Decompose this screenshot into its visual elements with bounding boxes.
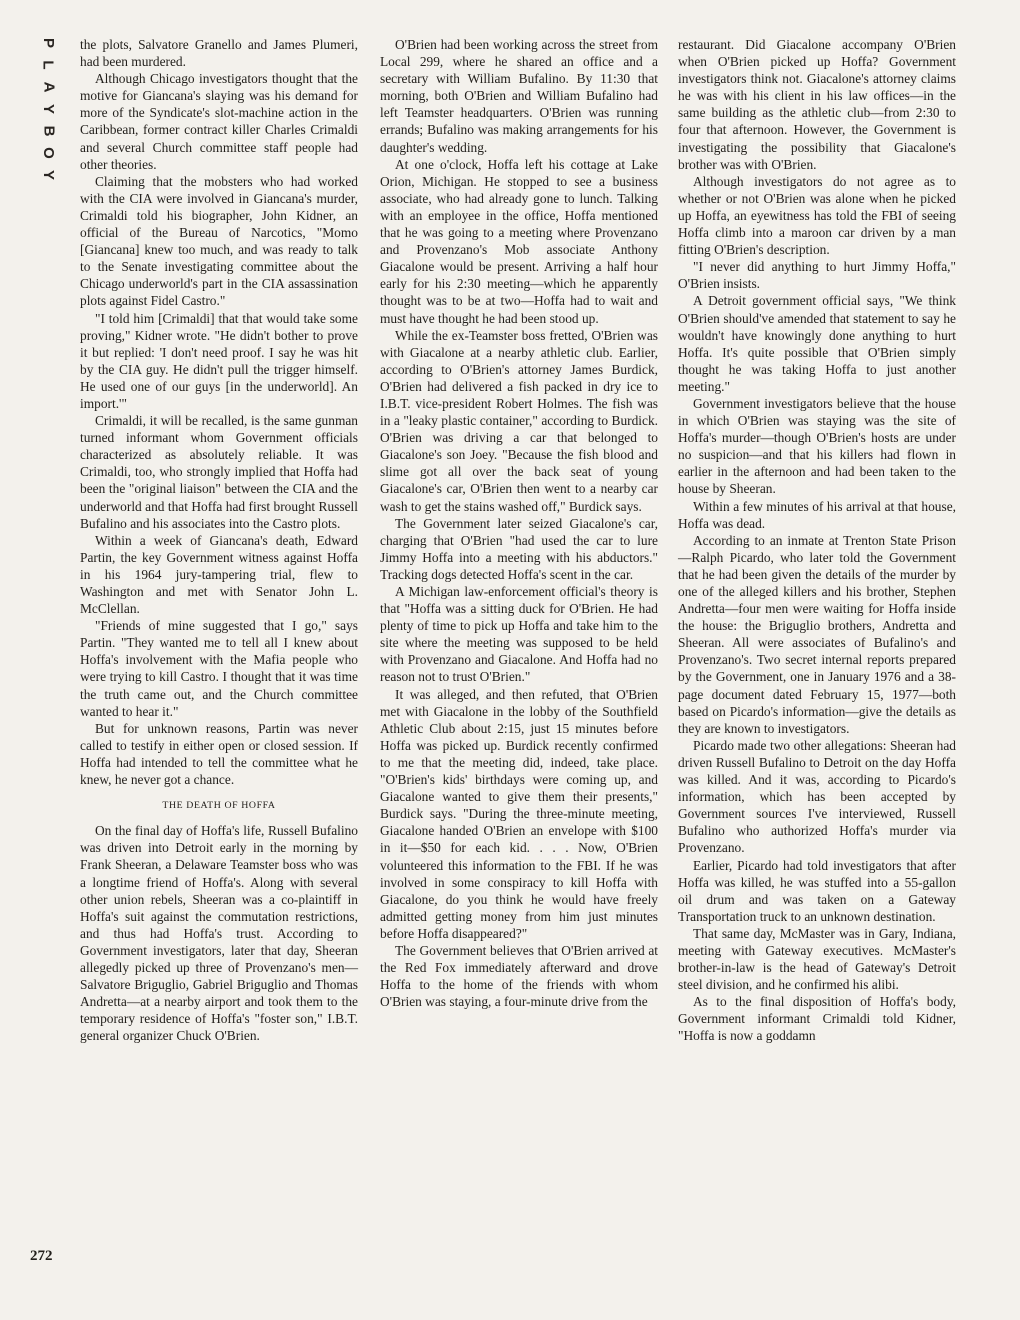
- paragraph: A Detroit government official says, "We think O'Brien should've amended that statement to say he wouldn't have knowingly done anything to hurt Hoffa. It's quite possible that O'Brien simply thought he was taking Hoffa to just another meeting.": [678, 293, 956, 394]
- magazine-name-letter: B: [40, 125, 57, 137]
- magazine-name-letter: O: [39, 147, 57, 159]
- paragraph: Government investigators believe that the house in which O'Brien was staying was the site of Hoffa's murder—though O'Brien's hosts are under no suspicion—and that his killers had flown in earlier in the afternoon and had been taken to the house by Sheeran.: [678, 395, 956, 497]
- text-column-2: [380, 36, 658, 1010]
- magazine-name-letter: Y: [39, 103, 57, 115]
- text-column-3: [678, 36, 956, 1045]
- paragraph: It was alleged, and then refuted, that O'Brien met with Giacalone in the lobby of the Southfield Athletic Club about 2:15, just 15 minutes before Hoffa was picked up. Burdick recently confirmed to me that the meeting did, indeed, take place. "O'Brien's kids' birthdays were coming up, and Giacalone wanted to give them their presents," Burdick says. "During the three-minute meeting, Giacalone handed O'Brien an envelope with $100 in it—$50 for each kid. . . . Now, O'Brien volunteered this information to the FBI. If he was involved in some conspiracy to kill Hoffa with Giacalone, do you think he would have freely admitted getting money from him just minutes before Hoffa disappeared?": [380, 686, 658, 941]
- paragraph: "Friends of mine suggested that I go," says Partin. "They wanted me to tell all I knew about Hoffa's involvement with the Mafia people who were trying to kill Castro. I thought that it was time the truth came out, and the Church committee wanted to hear it.": [80, 618, 358, 719]
- paragraph: Earlier, Picardo had told investigators that after Hoffa was killed, he was stuffed into a 55-gallon oil drum and was taken on a Gateway Transportation truck to an unknown destination.: [678, 857, 956, 924]
- section-heading: THE DEATH OF HOFFA: [162, 800, 276, 812]
- paragraph: On the final day of Hoffa's life, Russell Bufalino was driven into Detroit early in the morning by Frank Sheeran, a Delaware Teamster boss who was a longtime friend of Hoffa's. Along with several other union rebels, Sheeran was a co-plaintiff in Hoffa's suit against the commutation restrictions, and thus had Hoffa's trust. According to Government investigators, later that day, Sheeran allegedly picked up three of Provenzano's men—Salvatore Briguglio, Gabriel Briguglio and Thomas Andretta—at a nearby airport and took them to the temporary residence of Hoffa's "foster son," I.B.T. general organizer Chuck O'Brien.: [80, 823, 358, 1044]
- paragraph: Within a week of Giancana's death, Edward Partin, the key Government witness against Hoffa in his 1964 jury-tampering trial, flew to Washington and met with Senator John L. McClellan.: [80, 532, 358, 617]
- text-column-1: [80, 36, 358, 1044]
- paragraph: At one o'clock, Hoffa left his cottage at Lake Orion, Michigan. He stopped to see a business associate, who had already gone to lunch. Talking with an employee in the office, Hoffa mentioned that he was going to a meeting where Provenzano and Provenzano's Mob associate Anthony Giacalone would be present. Arriving a half hour early for his 2:30 meeting—which he apparently thought was to be at two—Hoffa had to wait and must have thought he had been stood up.: [380, 156, 658, 326]
- paragraph: Although investigators do not agree as to whether or not O'Brien was alone when he picked up Hoffa, an eyewitness has told the FBI of seeing Hoffa climb into a maroon car driven by a man fitting O'Brien's description.: [678, 173, 956, 258]
- paragraph: As to the final disposition of Hoffa's body, Government informant Crimaldi told Kidner, "Hoffa is now a goddamn: [678, 994, 956, 1044]
- paragraph: Picardo made two other allegations: Sheeran had driven Russell Bufalino to Detroit on the day Hoffa was killed. And it was, according to Picardo's information, which has been accepted by Government sources I've interviewed, Russell Bufalino who authorized Hoffa's murder via Provenzano.: [678, 737, 956, 856]
- paragraph: But for unknown reasons, Partin was never called to testify in either open or closed session. If Hoffa had intended to tell the committee what he knew, he never got a chance.: [80, 720, 358, 788]
- paragraph: the plots, Salvatore Granello and James Plumeri, had been murdered.: [80, 37, 358, 70]
- paragraph: The Government later seized Giacalone's car, charging that O'Brien "had used the car to lure Jimmy Hoffa into a meeting with his abductors." Tracking dogs detected Hoffa's scent in the car.: [380, 515, 658, 582]
- paragraph: Crimaldi, it will be recalled, is the same gunman turned informant whom Government officials characterized as absolutely reliable. It was Crimaldi, too, who strongly implied that Hoffa had been the "original liaison" between the CIA and the underworld and that Hoffa had first brought Russell Bufalino and his associates into the Castro plots.: [80, 413, 358, 531]
- paragraph: Claiming that the mobsters who had worked with the CIA were involved in Giancana's murder, Crimaldi told his biographer, John Kidner, an official of the Bureau of Narcotics, "Momo [Giancana] knew too much, and was ready to talk to the Senate investigating committee about the Chicago underworld's part in the CIA assassination plots against Fidel Castro.": [80, 173, 358, 309]
- magazine-name-letter: A: [40, 81, 57, 93]
- paragraph: According to an inmate at Trenton State Prison—Ralph Picardo, who later told the Government that he had been given the details of the murder by one of the alleged killers and his brother, Stephen Andretta—four men were waiting for Hoffa inside the house: the Briguglio brothers, Andretta and Sheeran. All were associates of Bufalino's and Provenzano's. Two secret internal reports prepared by the Government, one in January 1976 and a 38-page document dated February 15, 1977—both based on Picardo's information—give the details as they are known to investigators.: [678, 532, 956, 736]
- magazine-name: [36, 34, 60, 184]
- paragraph: O'Brien had been working across the street from Local 299, where he shared an office and a secretary with William Bufalino. By 11:30 that morning, both O'Brien and William Bufalino had left Teamster headquarters. O'Brien was running errands; Bufalino was making arrangements for his daughter's wedding.: [380, 37, 658, 155]
- page-number: 272: [30, 1248, 53, 1264]
- magazine-name-letter: L: [39, 60, 57, 70]
- paragraph: Although Chicago investigators thought that the motive for Giancana's slaying was his demand for more of the Syndicate's slot-machine action in the Caribbean, former contract killer Charles Crimaldi and several Church committee staff people had other theories.: [80, 71, 358, 172]
- paragraph: "I never did anything to hurt Jimmy Hoffa," O'Brien insists.: [678, 259, 956, 292]
- paragraph: A Michigan law-enforcement official's theory is that "Hoffa was a sitting duck for O'Brien. He had plenty of time to pick up Hoffa and take him to the site where the meeting was supposed to be held with Provenzano and Giacalone. And Hoffa had no reason not to trust O'Brien.": [380, 584, 658, 685]
- paragraph: Within a few minutes of his arrival at that house, Hoffa was dead.: [678, 498, 956, 531]
- paragraph: restaurant. Did Giacalone accompany O'Brien when O'Brien picked up Hoffa? Government investigators think not. Giacalone's attorney claims he was with his client in his law offices—in the same building as the athletic club—from 2:30 to four that afternoon. However, the Government is investigating the possibility that Giacalone's brother was with O'Brien.: [678, 37, 956, 172]
- paragraph: While the ex-Teamster boss fretted, O'Brien was with Giacalone at a nearby athletic club. Earlier, according to O'Brien's attorney James Burdick, O'Brien had delivered a fish packed in dry ice to I.B.T. vice-president Robert Holmes. The fish was in a "leaky plastic container," according to Burdick. O'Brien was driving a car that belonged to Giacalone's son Joey. "Because the fish blood and slime got all over the back seat of young Giacalone's car, O'Brien then went to a nearby car wash to get the stains washed off," Burdick says.: [380, 327, 658, 514]
- paragraph: That same day, McMaster was in Gary, Indiana, meeting with Gateway executives. McMaster's brother-in-law is the head of Gateway's Detroit steel division, and he confirmed his alibi.: [678, 925, 956, 993]
- paragraph: "I told him [Crimaldi] that that would take some proving," Kidner wrote. "He didn't bother to prove it but replied: 'I don't need proof. I say he was hit by the CIA guy. He didn't pull the trigger himself. He used one of our guys [in the underworld]. An import.'": [80, 310, 358, 411]
- magazine-name-letter: P: [39, 37, 57, 49]
- paragraph: The Government believes that O'Brien arrived at the Red Fox immediately afterward and drove Hoffa to the home of the friends with whom O'Brien was staying, a four-minute drive from the: [380, 942, 658, 1010]
- magazine-name-letter: Y: [39, 169, 57, 181]
